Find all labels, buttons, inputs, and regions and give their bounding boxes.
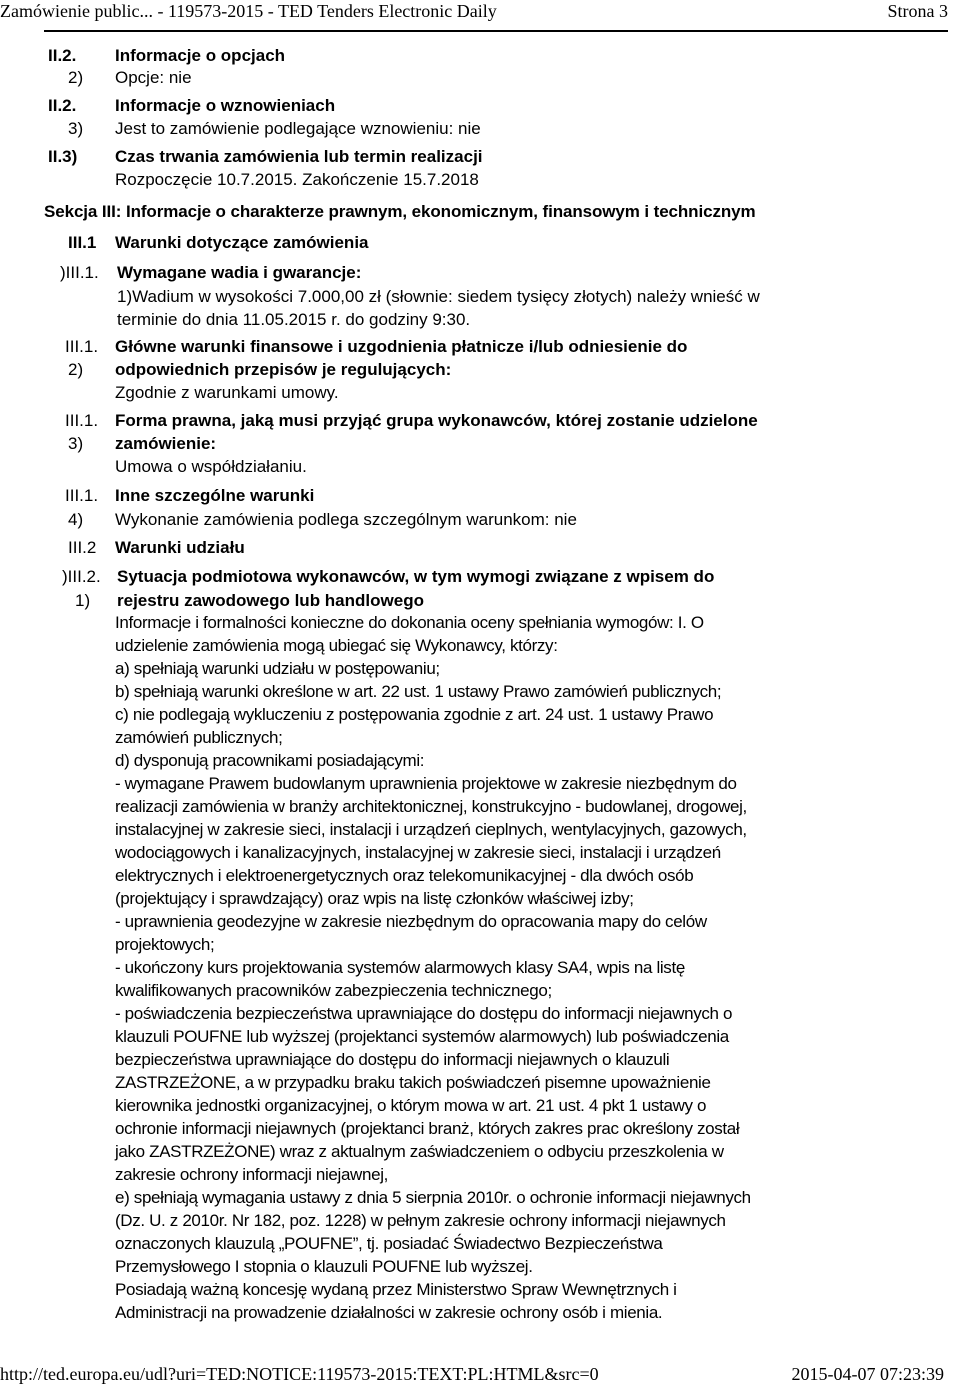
footer-timestamp: 2015-04-07 07:23:39 (791, 1364, 944, 1384)
section-heading: odpowiednich przepisów je regulujących: (115, 360, 452, 379)
body-line: instalacyjnej w zakresie sieci, instalacji i urządzeń cieplnych, wentylacyjnych, gazowych, (115, 820, 747, 839)
section-number: III.1. (65, 411, 99, 430)
section-text: Wykonanie zamówienia podlega szczególnym warunkom: nie (115, 510, 577, 529)
section-heading: Inne szczególne warunki (115, 486, 315, 505)
body-line: kierownika jednostki organizacyjnej, o którym mowa w art. 21 ust. 4 pkt 1 ustawy o (115, 1096, 707, 1115)
footer-url: http://ted.europa.eu/udl?uri=TED:NOTICE:119573-2015:TEXT:PL:HTML&src=0 (0, 1364, 599, 1384)
section-number: )III.2. (62, 567, 101, 586)
body-line: zakresie ochrony informacji niejawnej, (115, 1165, 388, 1184)
header-page-number: Strona 3 (887, 1, 948, 21)
body-line: ZASTRZEŻONE, a w przypadku braku takich poświadczeń pisemne upoważnienie (115, 1073, 711, 1092)
body-line: realizacji zamówienia w branży architektonicznej, konstrukcyjno - budowlanej, drogowej, (115, 797, 747, 816)
body-line: jako ZASTRZEŻONE) wraz z aktualnym zaświadczeniem o odbyciu przeszkolenia w (115, 1142, 724, 1161)
body-line: - ukończony kurs projektowania systemów alarmowych klasy SA4, wpis na listę (115, 958, 685, 977)
body-line: e) spełniają wymagania ustawy z dnia 5 sierpnia 2010r. o ochronie informacji niejawnych (115, 1188, 751, 1207)
section-text: Zgodnie z warunkami umowy. (115, 383, 339, 402)
section-number: III.1. (65, 486, 99, 505)
section-heading: Główne warunki finansowe i uzgodnienia płatnicze i/lub odniesienie do (115, 337, 688, 356)
section-number: III.1. (65, 337, 99, 356)
body-line: bezpieczeństwa uprawniające do dostępu do informacji niejawnych o klauzuli (115, 1050, 670, 1069)
body-line: (Dz. U. z 2010r. Nr 182, poz. 1228) w pełnym zakresie ochrony informacji niejawnych (115, 1211, 726, 1230)
section-heading: Wymagane wadia i gwarancje: (117, 263, 362, 282)
section-number: II.3) (48, 147, 78, 166)
header-title: Zamówienie public... - 119573-2015 - TED Tenders Electronic Daily (0, 1, 497, 21)
header-rule (44, 30, 948, 32)
section-heading: rejestru zawodowego lub handlowego (117, 591, 424, 610)
section-heading: Forma prawna, jaką musi przyjąć grupa wykonawców, której zostanie udzielone (115, 411, 758, 430)
body-line: a) spełniają warunki udziału w postępowaniu; (115, 659, 440, 678)
subsection-number: 2) (68, 68, 84, 87)
body-line: Administracji na prowadzenie działalności w zakresie ochrony osób i mienia. (115, 1303, 663, 1322)
subsection-number: 3) (68, 119, 84, 138)
section-text: Jest to zamówienie podlegające wznowieniu: nie (115, 119, 481, 138)
body-line: klauzuli POUFNE lub wyższej (projektanci systemów alarmowych) lub poświadczenia (115, 1027, 729, 1046)
body-line: b) spełniają warunki określone w art. 22 ust. 1 ustawy Prawo zamówień publicznych; (115, 682, 722, 701)
body-line: ochronie informacji niejawnych (projektanci branż, których zakres prac określony został (115, 1119, 740, 1138)
section-number: II.2. (48, 46, 77, 65)
section-heading: zamówienie: (115, 434, 217, 453)
subsection-number: 4) (68, 510, 84, 529)
body-line: d) dysponują pracownikami posiadającymi: (115, 751, 425, 770)
section-number: )III.1. (60, 263, 99, 282)
body-line: - uprawnienia geodezyjne w zakresie niezbędnym do opracowania mapy do celów (115, 912, 707, 931)
section-text: terminie do dnia 11.05.2015 r. do godziny 9:30. (117, 310, 471, 329)
section-number: II.2. (48, 96, 77, 115)
body-line: (projektujący i sprawdzający) oraz wpis na listę członków właściwej izby; (115, 889, 634, 908)
body-line: Informacje i formalności konieczne do dokonania oceny spełniania wymogów: I. O (115, 613, 704, 632)
body-line: Posiadają ważną koncesję wydaną przez Ministerstwo Spraw Wewnętrznych i (115, 1280, 677, 1299)
body-line: kwalifikowanych pracowników zabezpieczenia technicznego; (115, 981, 552, 1000)
section-heading: Informacje o wznowieniach (115, 96, 336, 115)
subsection-number: 1) (75, 591, 91, 610)
section-number: III.2 (68, 538, 97, 557)
section-text: Opcje: nie (115, 68, 192, 87)
body-line: zamówień publicznych; (115, 728, 283, 747)
body-line: c) nie podlegają wykluczeniu z postępowania zgodnie z art. 24 ust. 1 ustawy Prawo (115, 705, 714, 724)
section-number: III.1 (68, 233, 97, 252)
body-line: - poświadczenia bezpieczeństwa uprawniające do dostępu do informacji niejawnych o (115, 1004, 733, 1023)
body-line: wodociągowych i kanalizacyjnych, instalacyjnej w zakresie sieci, instalacji i urządzeń (115, 843, 721, 862)
body-line: - wymagane Prawem budowlanym uprawnienia projektowe w zakresie niezbędnym do (115, 774, 737, 793)
section-heading: Czas trwania zamówienia lub termin realizacji (115, 147, 483, 166)
section-text: Rozpoczęcie 10.7.2015. Zakończenie 15.7.2018 (115, 170, 479, 189)
section-heading: Warunki dotyczące zamówienia (115, 233, 369, 252)
subsection-number: 2) (68, 360, 84, 379)
body-line: udzielenie zamówienia mogą ubiegać się Wykonawcy, którzy: (115, 636, 558, 655)
section-heading: Sytuacja podmiotowa wykonawców, w tym wymogi związane z wpisem do (117, 567, 715, 586)
body-line: elektrycznych i elektroenergetycznych oraz telekomunikacyjnej - dla dwóch osób (115, 866, 694, 885)
section-heading: Informacje o opcjach (115, 46, 286, 65)
body-line: Przemysłowego I stopnia o klauzuli POUFNE lub wyższej. (115, 1257, 533, 1276)
section-text: Umowa o współdziałaniu. (115, 457, 307, 476)
subsection-number: 3) (68, 434, 84, 453)
section-text: 1)Wadium w wysokości 7.000,00 zł (słownie: siedem tysięcy złotych) należy wnieść w (117, 287, 760, 306)
body-line: projektowych; (115, 935, 215, 954)
section-heading: Warunki udziału (115, 538, 245, 557)
section-iii-title: Sekcja III: Informacje o charakterze prawnym, ekonomicznym, finansowym i technicznym (44, 202, 756, 221)
body-line: oznaczonych klauzulą „POUFNE”, tj. posiadać Świadectwo Bezpieczeństwa (115, 1234, 663, 1253)
